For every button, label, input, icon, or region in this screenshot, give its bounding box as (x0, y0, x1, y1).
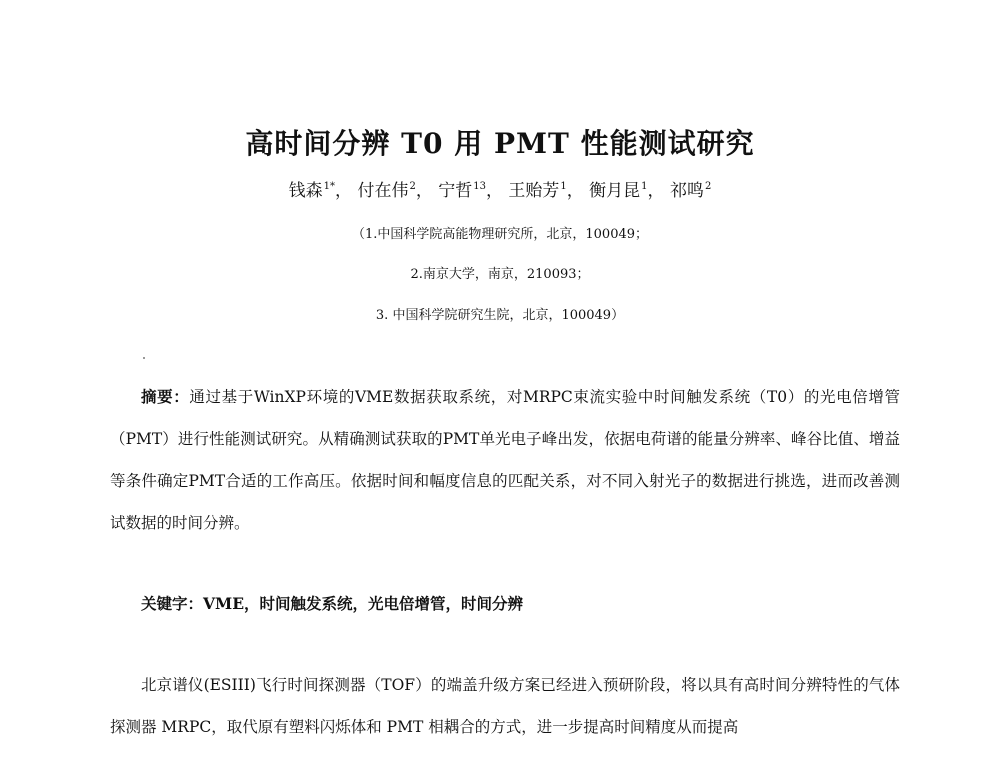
abstract-label: 摘要： (141, 387, 190, 406)
author: 祁鸣$^2$ (669, 181, 712, 201)
keywords-label: 关键字： (141, 594, 204, 613)
scan-speck (143, 357, 145, 359)
keywords (110, 583, 900, 625)
author: 钱森$^{1*}$， (288, 181, 353, 201)
affiliation-1: （1.中国科学院高能物理研究所，北京，100049； (351, 227, 649, 242)
paper-title: 高时间分辨 T0 用 PMT 性能测试研究 (245, 127, 755, 160)
body-paragraph: 北京谱仪(ESIII)飞行时间探测器（TOF）的端盖升级方案已经进入预研阶段，将以具有高时间分辨特性的气体探测器 MRPC，取代原有塑料闪烁体和 PMT 相耦合的方式，进一步提高时间精度从而提高 (110, 676, 900, 736)
abstract (110, 376, 900, 544)
affiliation-2: 2.南京大学，南京，210093； (410, 267, 590, 282)
author: 付在伟$^2$， (357, 181, 433, 201)
abstract-text: 通过基于WinXP环境的VME数据获取系统，对MRPC束流实验中时间触发系统（T0）的光电倍增管（PMT）进行性能测试研究。从精确测试获取的PMT单光电子峰出发，依据电荷谱的能量分辨率、峰谷比值、增益等条件确定PMT合适的工作高压。依据时间和幅度信息的匹配关系，对不同入射光子的数据进行挑选，进而改善测试数据的时间分辨。 (110, 388, 900, 532)
affiliation-3: 3. 中国科学院研究生院，北京，100049） (375, 308, 625, 323)
author-list (0, 176, 1000, 201)
author: 衡月昆$^1$， (589, 181, 665, 201)
keywords-text: VME，时间触发系统，光电倍增管，时间分辨 (203, 594, 524, 613)
author: 王贻芳$^1$， (508, 181, 584, 201)
author: 宁哲$^{13}$， (438, 181, 503, 201)
